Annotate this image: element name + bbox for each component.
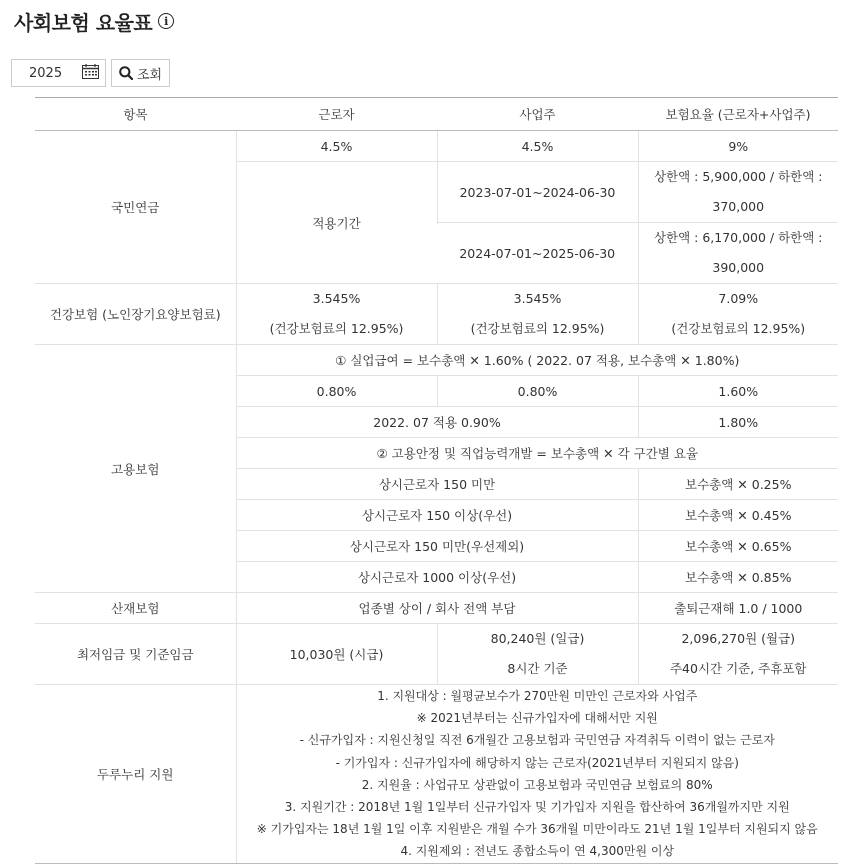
row-label-employment: 고용보험 [35, 345, 236, 593]
search-button[interactable] [111, 59, 170, 87]
row-label-minimum-wage: 최저임금 및 기준임금 [35, 624, 236, 685]
pension-limit-1: 상한액 : 5,900,000 / 하한액 : 370,000 [638, 162, 838, 223]
minimum-wage-daily-sub: 8시간 기준 [507, 661, 568, 676]
health-employer-sub: (건강보험료의 12.95%) [470, 321, 605, 336]
search-label: 조회 [136, 67, 163, 83]
pension-period-2: 2024-07-01~2025-06-30 [437, 223, 638, 284]
pension-period-1: 2023-07-01~2024-06-30 [437, 162, 638, 223]
durunuri-note: 2. 지원율 : 사업규모 상관없이 고용보험과 국민연금 보험료의 80% [361, 777, 713, 792]
minimum-wage-monthly [638, 624, 838, 685]
row-label-health: 건강보험 (노인장기요양보험료) [35, 284, 236, 345]
minimum-wage-daily [437, 624, 638, 685]
durunuri-note: - 기가입자 : 신규가입자에 해당하지 않는 근로자(2021년부터 지원되지 않음) [335, 755, 739, 770]
pension-worker: 4.5% [236, 131, 437, 162]
health-total-sub: (건강보험료의 12.95%) [671, 321, 806, 336]
employment-total: 1.60% [638, 376, 838, 407]
health-total-rate: 7.09% [718, 291, 759, 306]
tier-rate: 보수총액 ✕ 0.25% [638, 469, 838, 500]
minimum-wage-daily-value: 80,240원 (일급) [490, 631, 585, 646]
employment-2022-total: 1.80% [638, 407, 838, 438]
row-label-industrial: 산재보험 [35, 593, 236, 624]
table-row [35, 284, 838, 345]
health-worker [236, 284, 437, 345]
header-worker: 근로자 [236, 98, 437, 131]
tier-label: 상시근로자 150 이상(우선) [236, 500, 638, 531]
pension-limit-2: 상한액 : 6,170,000 / 하한액 : 390,000 [638, 223, 838, 284]
tier-label: 상시근로자 150 미만 [236, 469, 638, 500]
table-row [35, 593, 838, 624]
industrial-commute: 출퇴근재해 1.0 / 1000 [638, 593, 838, 624]
table-header-row [35, 98, 838, 131]
durunuri-note: ※ 기가입자는 18년 1월 1일 이후 지원받은 개월 수가 36개월 미만이라도 21년 1월 1일부터 지원되지 않음 [256, 822, 818, 837]
page-header [14, 6, 174, 36]
durunuri-notes [236, 685, 838, 864]
pension-total: 9% [638, 131, 838, 162]
tier-label: 상시근로자 150 미만(우선제외) [236, 531, 638, 562]
health-worker-sub: (건강보험료의 12.95%) [269, 321, 404, 336]
table-row [35, 685, 838, 864]
durunuri-note: 4. 지원제외 : 전년도 종합소득이 연 4,300만원 이상 [400, 844, 675, 859]
durunuri-note: 3. 지원기간 : 2018년 1월 1일부터 신규가입자 및 기가입자 지원을 합산하여 36개월까지만 지원 [284, 800, 790, 815]
calendar-icon[interactable] [82, 64, 99, 83]
tier-rate: 보수총액 ✕ 0.65% [638, 531, 838, 562]
year-value: 2025 [29, 65, 63, 81]
health-worker-rate: 3.545% [312, 291, 361, 306]
year-picker[interactable] [11, 59, 106, 87]
employment-worker: 0.80% [236, 376, 437, 407]
minimum-wage-monthly-sub: 주40시간 기준, 주휴포함 [669, 661, 807, 676]
minimum-wage-monthly-value: 2,096,270원 (월급) [681, 631, 796, 646]
durunuri-note: ※ 2021년부터는 신규가입자에 대해서만 지원 [416, 711, 658, 726]
insurance-rate-table [35, 97, 838, 864]
health-total [638, 284, 838, 345]
employment-employer: 0.80% [437, 376, 638, 407]
pension-employer: 4.5% [437, 131, 638, 162]
tier-label: 상시근로자 1000 이상(우선) [236, 562, 638, 593]
filter-bar [11, 59, 170, 87]
row-label-pension: 국민연금 [35, 131, 236, 284]
employment-stability-title: ② 고용안정 및 직업능력개발 = 보수총액 ✕ 각 구간별 요율 [236, 438, 838, 469]
tier-rate: 보수총액 ✕ 0.85% [638, 562, 838, 593]
industrial-desc: 업종별 상이 / 회사 전액 부담 [236, 593, 638, 624]
employment-2022-applied: 2022. 07 적용 0.90% [236, 407, 638, 438]
employment-unemployment-title: ① 실업급여 = 보수총액 ✕ 1.60% ( 2022. 07 적용, 보수총액 ✕ 1.80%) [236, 345, 838, 376]
durunuri-note: 1. 지원대상 : 월평균보수가 270만원 미만인 근로자와 사업주 [377, 689, 698, 703]
row-label-durunuri: 두루누리 지원 [35, 685, 236, 864]
header-total-rate: 보험요율 (근로자+사업주) [638, 98, 838, 131]
minimum-wage-hourly: 10,030원 (시급) [236, 624, 437, 685]
table-row [35, 624, 838, 685]
durunuri-note: - 신규가입자 : 지원신청일 직전 6개월간 고용보험과 국민연금 자격취득 이력이 없는 근로자 [299, 733, 775, 748]
info-icon[interactable]: i [158, 13, 174, 29]
table-row [35, 345, 838, 376]
tier-rate: 보수총액 ✕ 0.45% [638, 500, 838, 531]
header-item: 항목 [35, 98, 236, 131]
page-title: 사회보험 요율표 [14, 10, 153, 35]
health-employer [437, 284, 638, 345]
search-icon [119, 66, 133, 80]
health-employer-rate: 3.545% [513, 291, 562, 306]
table-row [35, 131, 838, 162]
pension-period-label: 적용기간 [236, 162, 437, 284]
header-employer: 사업주 [437, 98, 638, 131]
